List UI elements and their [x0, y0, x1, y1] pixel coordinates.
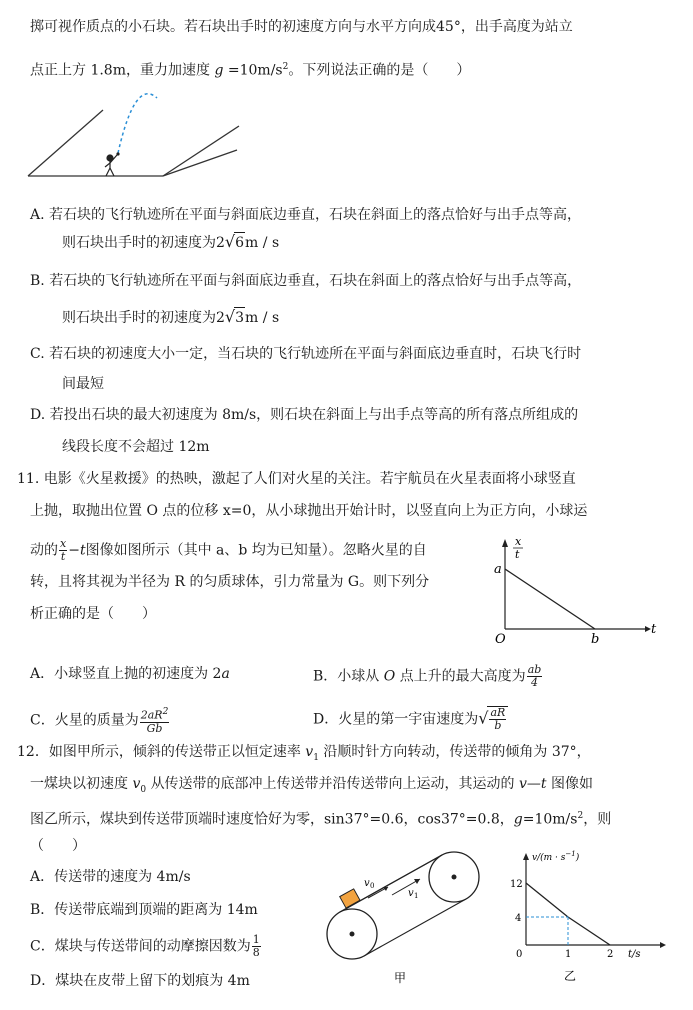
q10-option-d-line2: 线段长度不会超过 12m	[62, 439, 210, 455]
graph-y-label-num: x	[515, 535, 522, 548]
q11-option-c: C．火星的质量为 $\frac{2aR^2}{Gb}$	[30, 707, 169, 735]
q12-option-d: D．煤块在皮带上留下的划痕为 4m	[30, 973, 250, 989]
q11-option-b: B．小球从 O 点上升的最大高度为 $\frac{ab}{4}$	[313, 663, 542, 689]
vt-y-4: 4	[515, 913, 522, 924]
q11-line-4: 转，且将其视为半径为 R 的匀质球体，引力常量为 G。则下列分	[30, 574, 430, 590]
graph-y-label-den: t	[515, 548, 520, 561]
q10-option-a-line1: A. 若石块的飞行轨迹所在平面与斜面底边垂直，石块在斜面上的落点恰好与出手点等高，	[30, 207, 582, 223]
q11-xt-t-graph	[485, 533, 660, 648]
q12-option-c: C．煤块与传送带间的动摩擦因数为 $\frac{1}{8}$	[30, 933, 260, 959]
q11-line-3: 动的 $\frac{x}{t}$ −t图像如图所示（其中 a、b 均为已知量）。忽略火星的自	[30, 537, 427, 563]
slope-figure	[25, 88, 250, 188]
intro-line-2: 点正上方 1.8m，重力加速度 $g =10m/s^2$。下列说法正确的是（ ）	[30, 62, 471, 79]
vt-y-12: 12	[510, 879, 523, 890]
v1-label: v	[408, 888, 414, 899]
q12-line-3: 图乙所示，煤块到传送带顶端时速度恰好为零，sin37°=0.6，cos37°=0.8，$g=10m/s^2$，则	[30, 811, 612, 828]
graph-a-label: a	[494, 562, 502, 577]
figure-jia-label: 甲	[394, 971, 407, 985]
graph-b-label: b	[591, 632, 600, 647]
v0-label: v	[364, 878, 370, 889]
svg-text:0: 0	[370, 882, 375, 890]
graph-origin: O	[495, 632, 506, 647]
intro-line-1: 掷可视作质点的小石块。若石块出手时的初速度方向与水平方向成45°，出手高度为站立	[30, 19, 573, 35]
vt-x-axis-label: t/s	[628, 949, 641, 960]
q10-option-a-line2: 则石块出手时的初速度为2√6m / s	[62, 232, 280, 251]
q11-line-1: 11. 电影《火星救援》的热映，激起了人们对火星的关注。若宇航员在火星表面将小球竖直	[17, 471, 576, 487]
q12-option-b: B．传送带底端到顶端的距离为 14m	[30, 902, 258, 918]
vt-x-1: 1	[565, 949, 572, 960]
vt-x-2: 2	[607, 949, 614, 960]
q11-option-d: D．火星的第一宇宙速度为√ $\frac{aR}{b}$	[313, 706, 508, 732]
q12-option-a: A．传送带的速度为 4m/s	[30, 869, 191, 885]
figure-yi-label: 乙	[564, 969, 577, 983]
q12-line-4: （ ）	[30, 838, 86, 854]
vt-y-axis-label: $v/(m \cdot s^{-1})$	[532, 850, 580, 863]
q11-option-a: A．小球竖直上抛的初速度为 2a	[30, 666, 230, 682]
q10-option-d-line1: D. 若投出石块的最大初速度为 8m/s，则石块在斜面上与出手点等高的所有落点所组成的	[30, 407, 579, 423]
vt-graph-figure	[500, 850, 680, 990]
q10-option-c-line2: 间最短	[62, 376, 104, 392]
vt-x-0: 0	[516, 949, 523, 960]
conveyor-belt-figure	[322, 848, 482, 988]
thrower-figure	[105, 155, 117, 176]
svg-text:1: 1	[414, 892, 419, 900]
q10-option-b-line2: 则石块出手时的初速度为2√3m / s	[62, 307, 280, 326]
q11-line-2: 上抛，取抛出位置 O 点的位移 x=0，从小球抛出开始计时，以竖直向上为正方向，小球运	[30, 503, 588, 519]
q10-option-c-line1: C. 若石块的初速度大小一定，当石块的飞行轨迹所在平面与斜面底边垂直时，石块飞行时	[30, 346, 582, 362]
q12-line-2: 一煤块以初速度 $v_0$ 从传送带的底部冲上传送带并沿传送带向上运动，其运动的 v—t 图像如	[30, 776, 594, 795]
graph-t-label: t	[651, 622, 657, 637]
q10-option-b-line1: B. 若石块的飞行轨迹所在平面与斜面底边垂直，石块在斜面上的落点恰好与出手点等高，	[30, 273, 582, 289]
q11-line-5: 析正确的是（ ）	[30, 606, 156, 622]
q12-line-1: 12．如图甲所示，倾斜的传送带正以恒定速率 $v_1$ 沿顺时针方向转动，传送带的倾角为 37°，	[17, 744, 591, 763]
